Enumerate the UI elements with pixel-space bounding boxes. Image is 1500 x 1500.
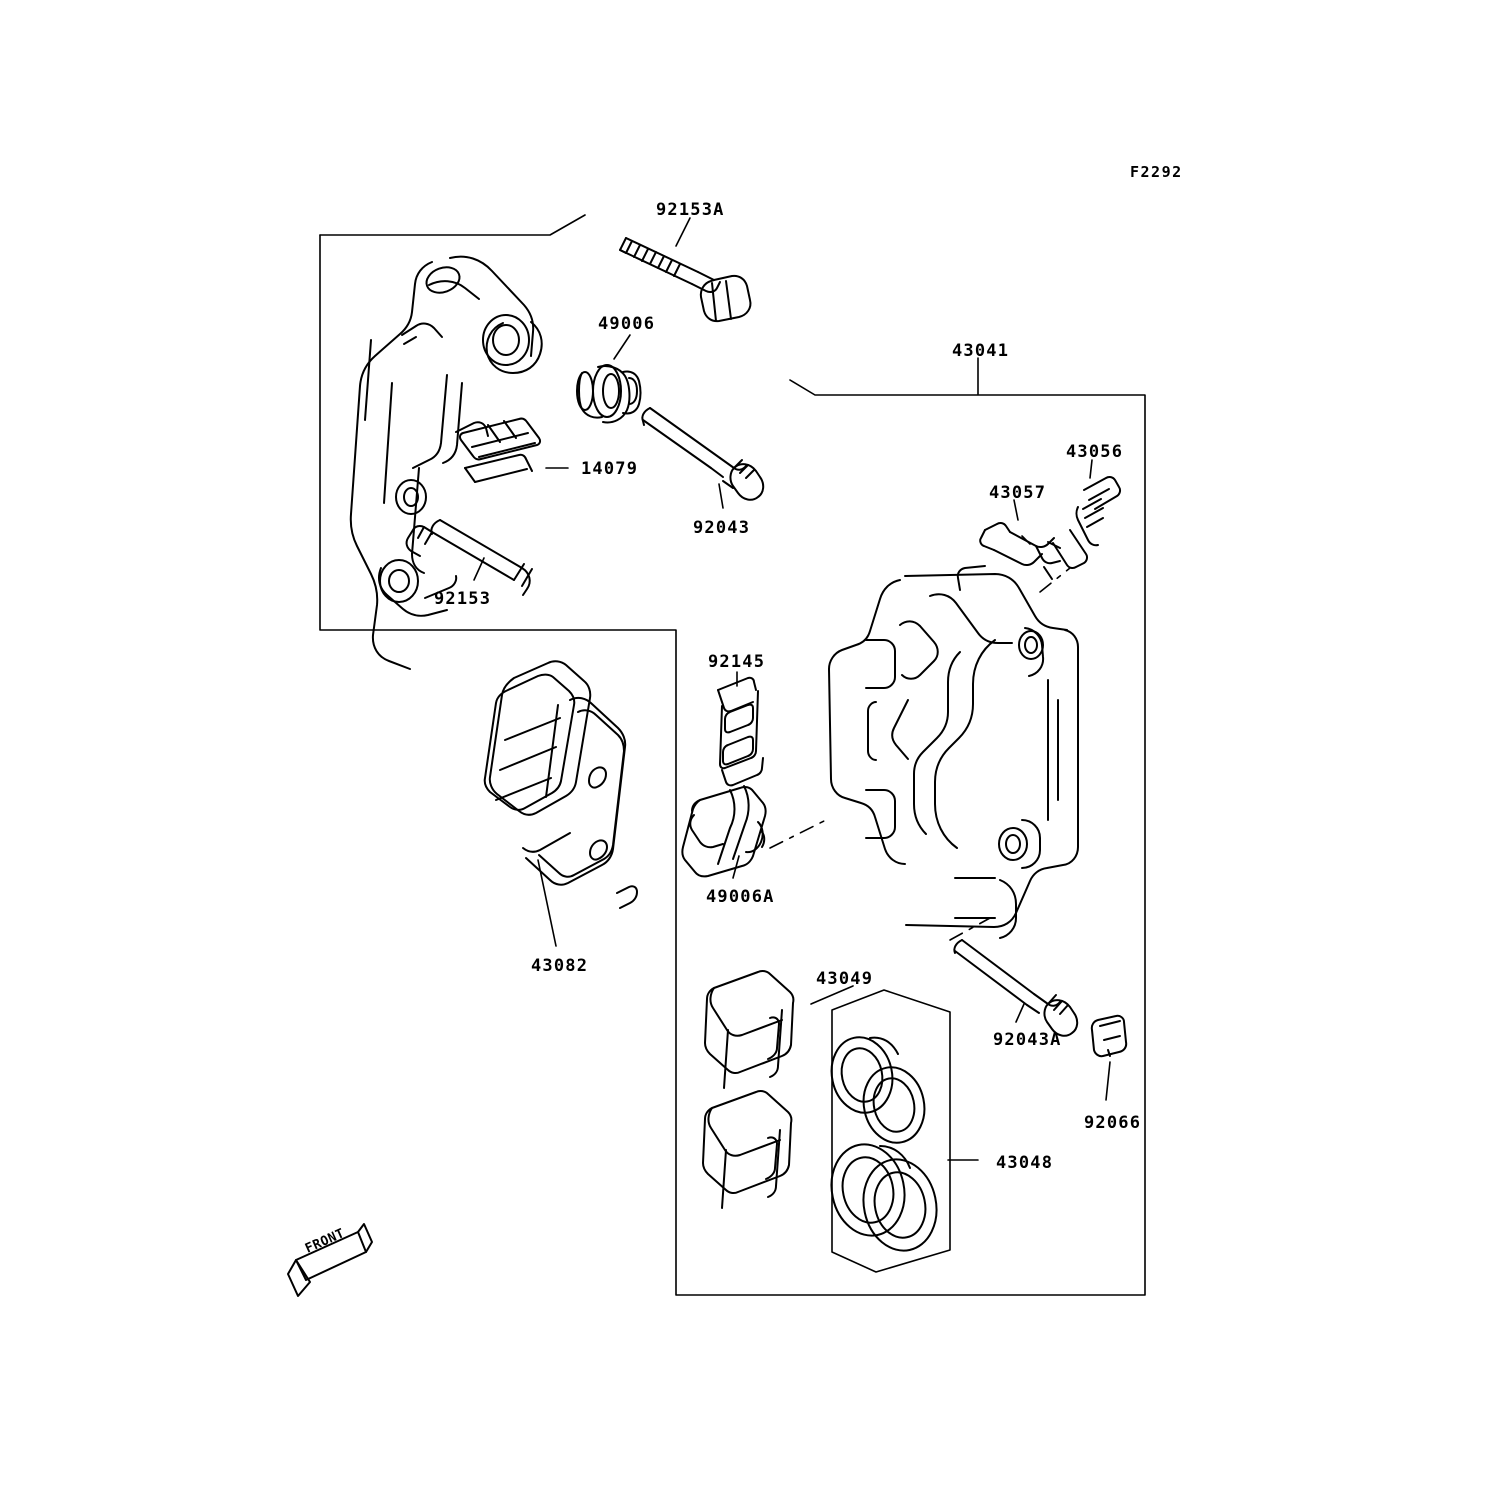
callout-43057: 43057 xyxy=(989,483,1047,503)
callout-43082: 43082 xyxy=(531,956,589,976)
callout-43041: 43041 xyxy=(952,341,1010,361)
callout-49006: 49006 xyxy=(598,314,656,334)
callout-92066: 92066 xyxy=(1084,1113,1142,1133)
callout-92153: 92153 xyxy=(434,589,492,609)
spring-clip-92145-art xyxy=(718,678,763,786)
seals-43048-art xyxy=(823,1032,945,1258)
sheet-code: F2292 xyxy=(1130,163,1183,181)
callout-43049: 43049 xyxy=(816,969,874,989)
callout-92043: 92043 xyxy=(693,518,751,538)
caliper-body-art xyxy=(829,566,1078,938)
cap-92066-art xyxy=(1092,1016,1126,1056)
callout-92145: 92145 xyxy=(708,652,766,672)
boot-49006-art xyxy=(577,365,641,422)
bolt-92153A-art xyxy=(620,238,750,321)
front-marker-label: FRONT xyxy=(303,1226,348,1257)
pin-92153-art xyxy=(407,520,532,595)
pin-92043-art xyxy=(642,408,763,500)
callout-14079: 14079 xyxy=(581,459,639,479)
pistons-43049-art xyxy=(703,971,793,1208)
shim-14079-art xyxy=(460,419,540,482)
clip-43057-art xyxy=(980,523,1060,579)
callout-49006A: 49006A xyxy=(706,887,775,907)
brake-pads-art xyxy=(485,661,637,908)
callout-43048: 43048 xyxy=(996,1153,1054,1173)
callout-92043A: 92043A xyxy=(993,1030,1062,1050)
bleed-valve-43056-art xyxy=(1048,477,1120,568)
group-box-bracket xyxy=(320,215,1145,1295)
callout-92153A: 92153A xyxy=(656,200,725,220)
callout-43056: 43056 xyxy=(1066,442,1124,462)
boot-49006A-art xyxy=(682,786,765,876)
